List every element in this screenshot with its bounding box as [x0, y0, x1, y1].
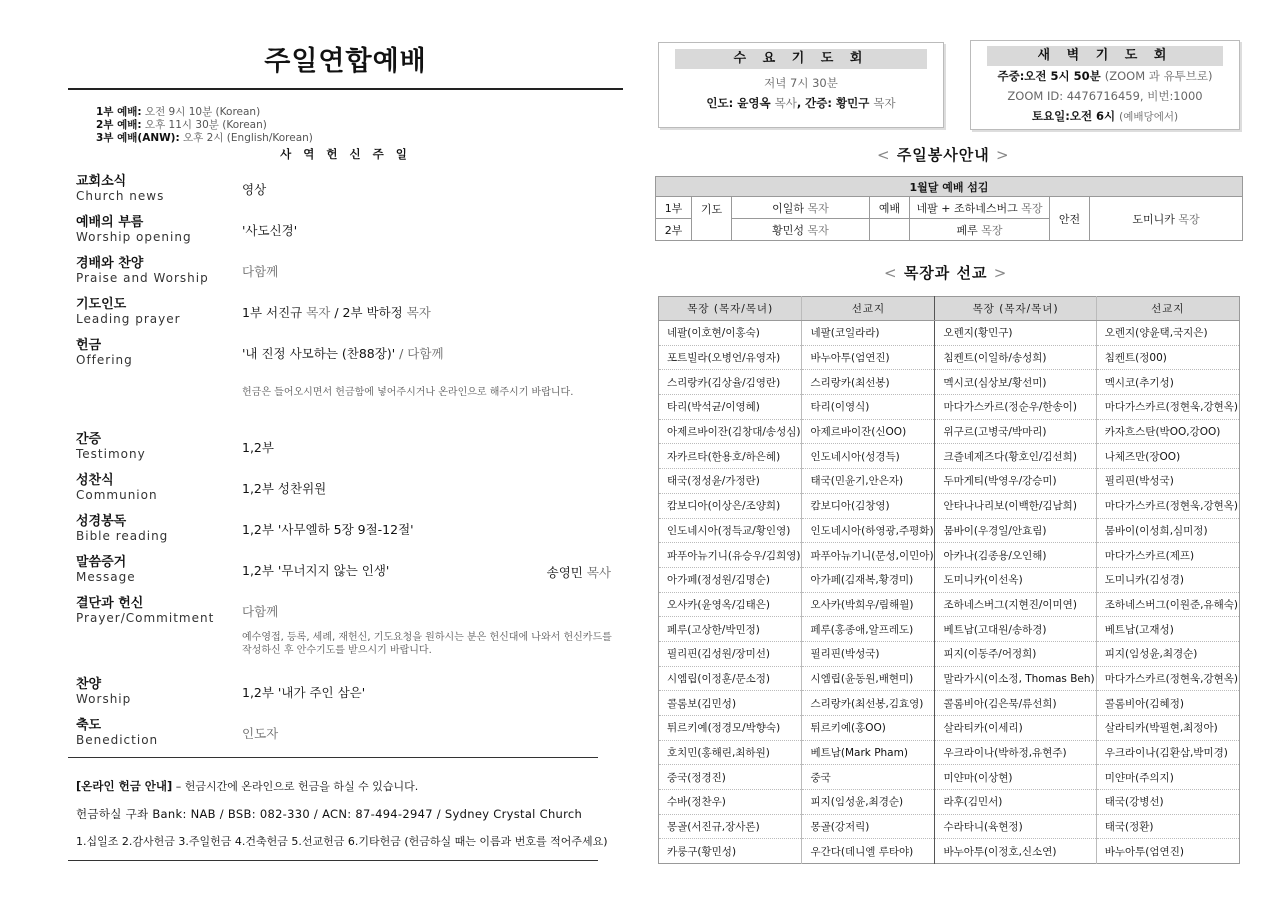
order-item-title: 간증 [76, 432, 102, 447]
service-times [96, 106, 623, 145]
order-item-value: 1,2부 '내가 주인 삼은' [242, 685, 366, 700]
table-cell: 포트빌라(오병언/유영자) [659, 345, 802, 370]
order-item-value: 다함께 [242, 264, 279, 279]
table-cell: 태국(강병선) [1096, 790, 1239, 815]
table-row [659, 790, 1240, 815]
table-cell: 태국(민윤기,안은자) [802, 469, 935, 494]
table-cell: 콜롬비아(김은묵/류선희) [935, 691, 1096, 716]
order-item-english: Testimony [76, 447, 146, 461]
table-cell: 오렌지(황민구) [935, 321, 1096, 346]
dawn-title: 새 벽 기 도 회 [987, 46, 1223, 66]
table-cell: 캄보디아(이상은/조양희) [659, 493, 802, 518]
missions-section-title: < 목장과 선교 > [884, 264, 1008, 282]
order-item-note: 헌금은 들어오시면서 헌금함에 넣어주시거나 온라인으로 해주시기 바랍니다. [242, 387, 574, 398]
table-cell: 도미니카(김성경) [1096, 567, 1239, 592]
table-cell: 오렌지(양윤택,국지은) [1096, 321, 1239, 346]
order-item [76, 555, 136, 585]
table-cell: 피지(임성윤,최경순) [1096, 641, 1239, 666]
table-cell: 침켄트(이일하/송성희) [935, 345, 1096, 370]
table-cell: 마다가스카르(정현욱,강현옥) [1096, 493, 1239, 518]
table-cell: 조하네스버그(이원준,유해숙) [1096, 592, 1239, 617]
table-cell: 중국(정경진) [659, 765, 802, 790]
table-cell: 살라티카(이세리) [935, 716, 1096, 741]
table-cell: 우간다(데니엘 루타야) [802, 839, 935, 864]
table-cell: 아제르바이잔(김창대/송성심) [659, 419, 802, 444]
table-cell: 바누아투(이정호,신소연) [935, 839, 1096, 864]
table-cell: 피지(이동주/어정희) [935, 641, 1096, 666]
table-row [659, 469, 1240, 494]
table-row [659, 592, 1240, 617]
service-month-header: 1월달 예배 섬김 [656, 177, 1243, 197]
table-cell: 튀르키예(정경모/박향숙) [659, 716, 802, 741]
dawn-weekday: 주중:오전 5시 50분 (ZOOM 과 유투브로) [997, 69, 1213, 83]
table-cell: 안타나나리보(이백한/김남희) [935, 493, 1096, 518]
table-cell: 마다가스카르(정현욱,강현옥) [1096, 666, 1239, 691]
order-item-title: 기도인도 [76, 297, 127, 312]
table-row [659, 419, 1240, 444]
table-cell: 위구르(고병국/박마리) [935, 419, 1096, 444]
service-time-line: 2부 예배: 오후 11시 30분 (Korean) [96, 119, 267, 131]
table-row [659, 814, 1240, 839]
table-cell: 아카나(김종용/오인해) [935, 543, 1096, 568]
order-item-title: 말씀증거 [76, 555, 127, 570]
table-cell: 카자흐스탄(박OO,강OO) [1096, 419, 1239, 444]
table-cell: 태국(정환) [1096, 814, 1239, 839]
table-cell: 멕시코(심상보/황선미) [935, 370, 1096, 395]
column-header: 목장 (목자/목녀) [659, 297, 802, 321]
table-cell: 마다가스카르(제프) [1096, 543, 1239, 568]
order-item-english: Offering [76, 353, 133, 367]
order-item-value: 1,2부 '사무엘하 5장 9절-12절' [242, 522, 414, 537]
order-item [76, 215, 192, 245]
table-cell: 뭄바이(이성희,심미정) [1096, 518, 1239, 543]
order-item-title: 결단과 헌신 [76, 596, 144, 611]
table-cell: 라후(김민서) [935, 790, 1096, 815]
table-row: 1부 기도 이일하 목자 예배 네팔 + 조하네스버그 목장 안전 도미니카 목장 [656, 197, 1243, 219]
table-cell: 아가페(김재복,황경미) [802, 567, 935, 592]
order-item-english: Bible reading [76, 529, 169, 543]
table-cell: 시엠립(윤동원,배현미) [802, 666, 935, 691]
table-cell: 도미니카(이선옥) [935, 567, 1096, 592]
table-cell: 오사카(박희우/림해월) [802, 592, 935, 617]
table-cell: 콜롬보(김민성) [659, 691, 802, 716]
order-item [76, 596, 214, 626]
table-cell: 타리(박석균/이영혜) [659, 395, 802, 420]
table-cell: 시엠립(이정훈/문소정) [659, 666, 802, 691]
order-item-title: 축도 [76, 718, 102, 733]
table-cell: 수바(정찬우) [659, 790, 802, 815]
wednesday-time: 저녁 7시 30분 [764, 76, 838, 90]
table-cell: 마다가스카르(정순우/한송이) [935, 395, 1096, 420]
title-divider [68, 88, 623, 90]
order-item-english: Praise and Worship [76, 271, 209, 285]
table-cell: 미얀마(주의지) [1096, 765, 1239, 790]
table-cell: 스리랑카(최선봉) [802, 370, 935, 395]
table-cell: 필리핀(박성국) [802, 641, 935, 666]
order-item-value: 1,2부 [242, 440, 274, 455]
wednesday-title: 수 요 기 도 회 [675, 49, 927, 69]
table-cell: 자카르타(한용호/하은혜) [659, 444, 802, 469]
table-cell: 몽골(서진규,장사론) [659, 814, 802, 839]
table-cell: 중국 [802, 765, 935, 790]
offering-bottom-divider [68, 860, 598, 861]
order-item-title: 교회소식 [76, 174, 127, 189]
table-cell: 베트남(고대원/송하경) [935, 617, 1096, 642]
table-cell: 필리핀(박성국) [1096, 469, 1239, 494]
table-cell: 수라타니(육현정) [935, 814, 1096, 839]
table-cell: 멕시코(추기성) [1096, 370, 1239, 395]
table-cell: 베트남(Mark Pham) [802, 740, 935, 765]
order-item [76, 338, 133, 368]
order-item [76, 718, 158, 748]
service-time-line: 1부 예배: 오전 9시 10분 (Korean) [96, 106, 261, 118]
order-item-value: 1,2부 성찬위원 [242, 481, 327, 496]
order-item-english: Benediction [76, 733, 159, 747]
service-section-title: < 주일봉사안내 > [877, 146, 1010, 164]
table-cell: 몽골(강저릭) [802, 814, 935, 839]
worship-order-column [68, 40, 623, 747]
order-item-english: Leading prayer [76, 312, 181, 326]
order-item [76, 432, 146, 462]
table-cell: 인도네시아(정득교/황인영) [659, 518, 802, 543]
wednesday-prayer-box [658, 42, 944, 128]
table-cell: 살라티카(박필현,최정아) [1096, 716, 1239, 741]
table-row [659, 444, 1240, 469]
order-item-title: 헌금 [76, 338, 102, 353]
table-row [659, 567, 1240, 592]
table-cell: 페루(고상한/박민정) [659, 617, 802, 642]
service-time-line: 3부 예배(ANW): 오후 2시 (English/Korean) [96, 132, 313, 144]
order-item-english: Worship [76, 692, 132, 706]
order-item-title: 예배의 부름 [76, 215, 144, 230]
column-header: 목장 (목자/목녀) [935, 297, 1096, 321]
order-item-title: 성경봉독 [76, 514, 127, 529]
table-row [659, 765, 1240, 790]
table-cell: 파푸아뉴기니(유승우/김희영) [659, 543, 802, 568]
table-cell: 인도네시아(성경득) [802, 444, 935, 469]
table-row [659, 740, 1240, 765]
table-row [659, 493, 1240, 518]
order-bottom-divider [68, 757, 598, 758]
order-item-value: 1,2부 '무너지지 않는 인생' [242, 563, 390, 578]
online-offering-info [76, 778, 616, 849]
table-cell: 타리(이영식) [802, 395, 935, 420]
table-row [659, 395, 1240, 420]
table-cell: 카룽구(황민성) [659, 839, 802, 864]
order-item-english: Message [76, 570, 136, 584]
table-cell: 아제르바이잔(신OO) [802, 419, 935, 444]
table-row [659, 666, 1240, 691]
missions-table [658, 296, 1240, 864]
page-title: 주일연합예배 [264, 46, 427, 77]
table-cell: 파푸아뉴기니(문성,이민아) [802, 543, 935, 568]
table-cell: 마다가스카르(정현욱,강현옥) [1096, 395, 1239, 420]
order-item-english: Church news [76, 189, 165, 203]
table-cell: 뭄바이(우경일/안효림) [935, 518, 1096, 543]
order-item-title: 경배와 찬양 [76, 256, 144, 271]
table-cell: 인도네시아(하영광,주평화) [802, 518, 935, 543]
dawn-zoom: ZOOM ID: 4476716459, 비번:1000 [1007, 89, 1203, 103]
order-item-value: '내 진정 사모하는 (찬88장)' / 다함께 [242, 346, 444, 361]
table-row [659, 617, 1240, 642]
table-cell: 미얀마(이상현) [935, 765, 1096, 790]
table-cell: 바누아투(엄연진) [802, 345, 935, 370]
offering-account: 헌금하실 구좌 Bank: NAB / BSB: 082-330 / ACN: 87-494-2947 / Sydney Crystal Church [76, 807, 583, 821]
table-cell: 태국(정성윤/가정란) [659, 469, 802, 494]
table-row [659, 321, 1240, 346]
order-item-english: Prayer/Commitment [76, 611, 215, 625]
table-cell: 우크라이나(박하정,유현주) [935, 740, 1096, 765]
table-cell: 피지(임성윤,최경순) [802, 790, 935, 815]
order-item-value: '사도신경' [242, 223, 298, 238]
order-item [76, 256, 209, 286]
table-row [659, 716, 1240, 741]
order-item [76, 677, 131, 707]
order-item-value: 인도자 [242, 726, 279, 741]
wednesday-leaders: 인도: 윤영옥 목사, 간증: 황민구 목자 [706, 96, 896, 110]
table-row [659, 518, 1240, 543]
order-item-value: 영상 [242, 182, 267, 197]
table-cell: 침켄트(정00) [1096, 345, 1239, 370]
table-row [659, 691, 1240, 716]
table-cell: 캄보디아(김창영) [802, 493, 935, 518]
offering-types: 1.십일조 2.감사헌금 3.주일헌금 4.건축헌금 5.선교헌금 6.기타헌금 (헌금하실 때는 이름과 번호를 적어주세요) [76, 835, 608, 848]
order-of-service [68, 174, 623, 747]
order-item [76, 514, 168, 544]
table-row [659, 839, 1240, 864]
order-item-value: 1부 서진규 목자 / 2부 박하정 목자 [242, 305, 431, 320]
offering-title: [온라인 헌금 안내] [76, 779, 173, 793]
order-item-note: 예수영접, 등록, 세례, 재헌신, 기도요청을 원하시는 분은 헌신대에 나와서 헌신카드를 작성하신 후 안수기도를 받으시기 바랍니다. [242, 632, 612, 656]
table-cell: 우크라이나(김환삼,박미경) [1096, 740, 1239, 765]
table-cell: 네팔(코일라라) [802, 321, 935, 346]
table-cell: 스리랑카(최선봉,김효영) [802, 691, 935, 716]
order-item-english: Communion [76, 488, 158, 502]
table-cell: 바누아투(엄연진) [1096, 839, 1239, 864]
table-cell: 호치민(홍해린,최하원) [659, 740, 802, 765]
table-cell: 말라가시(이소정, Thomas Beh) [935, 666, 1096, 691]
order-item [76, 174, 164, 204]
table-cell: 베트남(고재성) [1096, 617, 1239, 642]
table-row [659, 345, 1240, 370]
table-row [659, 641, 1240, 666]
preacher: 송영민 목사 [546, 565, 611, 580]
table-cell: 아가페(정성원/김명순) [659, 567, 802, 592]
table-cell: 오사카(윤영옥/김태은) [659, 592, 802, 617]
offering-title-rest: – 헌금시간에 온라인으로 헌금을 하실 수 있습니다. [172, 780, 419, 793]
table-cell: 스리랑카(김상율/김영란) [659, 370, 802, 395]
table-cell: 콜롬비아(김혜정) [1096, 691, 1239, 716]
table-cell: 네팔(이호현/이홍숙) [659, 321, 802, 346]
order-item-title: 성찬식 [76, 473, 114, 488]
table-cell: 크즐녜제즈다(황호인/김선희) [935, 444, 1096, 469]
service-table [655, 176, 1243, 241]
table-row: 2부 황민성 목자 페루 목장 [656, 219, 1243, 241]
order-item [76, 297, 181, 327]
table-cell: 필리핀(김성원/장미선) [659, 641, 802, 666]
service-subtitle: 사 역 헌 신 주 일 [280, 147, 411, 161]
table-row [659, 543, 1240, 568]
order-item-title: 찬양 [76, 677, 102, 692]
order-item-english: Worship opening [76, 230, 192, 244]
dawn-saturday: 토요일:오전 6시 (예배당에서) [1031, 109, 1179, 123]
table-cell: 조하네스버그(지현진/이미연) [935, 592, 1096, 617]
table-row [659, 370, 1240, 395]
column-header: 선교지 [802, 297, 935, 321]
order-item-value: 다함께 [242, 604, 279, 619]
table-cell: 튀르키예(홍OO) [802, 716, 935, 741]
dawn-prayer-box [970, 40, 1240, 130]
table-cell: 두마게티(박영우/강승미) [935, 469, 1096, 494]
order-item [76, 473, 158, 503]
column-header: 선교지 [1096, 297, 1239, 321]
table-cell: 페루(홍종애,알프레도) [802, 617, 935, 642]
table-cell: 나체즈만(장OO) [1096, 444, 1239, 469]
